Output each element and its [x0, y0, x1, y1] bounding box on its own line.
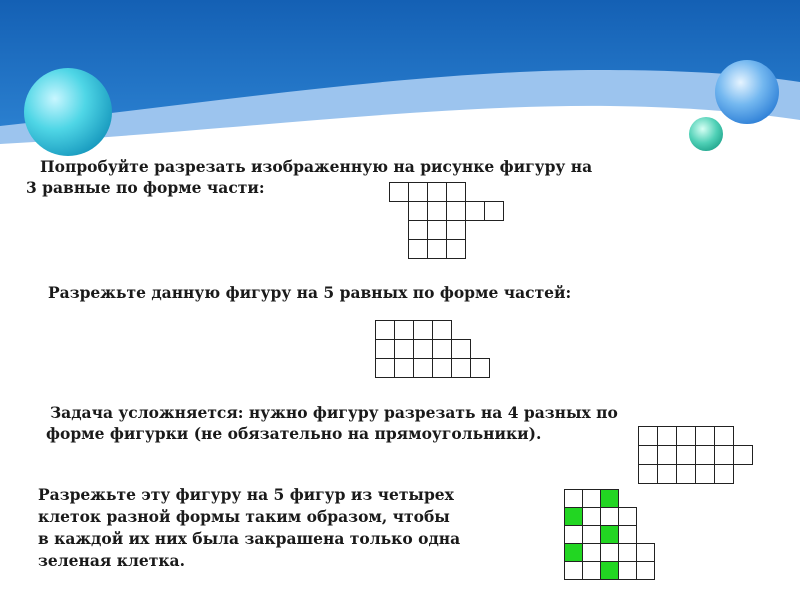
grid-cell [676, 445, 696, 465]
green-cell [600, 489, 619, 508]
green-cell [564, 543, 583, 562]
grid-cell [618, 543, 637, 562]
grid-cell [618, 525, 637, 544]
grid-cell [564, 489, 583, 508]
grid-cell [394, 358, 414, 378]
grid-cell [714, 445, 734, 465]
task-2-line-1: Разрежьте данную фигуру на 5 равных по форме частей: [48, 283, 572, 302]
teal-bubble [689, 117, 723, 151]
task-4-line-4: зеленая клетка. [38, 551, 186, 570]
task-4-line-2: клеток разной формы таким образом, чтобы [38, 507, 450, 526]
grid-cell [446, 239, 466, 259]
task-2-grid [375, 320, 490, 378]
task-3-grid [638, 426, 753, 484]
grid-cell [582, 489, 601, 508]
task-1-grid [370, 182, 504, 259]
grid-cell [600, 543, 619, 562]
grid-cell [638, 464, 658, 484]
grid-cell [394, 339, 414, 359]
green-cell [600, 525, 619, 544]
grid-cell [427, 182, 447, 202]
grid-cell [582, 561, 601, 580]
grid-cell [389, 182, 409, 202]
grid-cell [446, 220, 466, 240]
grid-cell [657, 426, 677, 446]
grid-cell [636, 561, 655, 580]
grid-cell [657, 445, 677, 465]
grid-cell [470, 358, 490, 378]
grid-cell [408, 239, 428, 259]
task-1-line-2: 3 равные по форме части: [26, 178, 265, 197]
grid-cell [657, 464, 677, 484]
task-4-line-1: Разрежьте эту фигуру на 5 фигур из четырех [38, 485, 454, 504]
grid-cell [408, 201, 428, 221]
grid-cell [582, 525, 601, 544]
grid-cell [451, 339, 471, 359]
grid-cell [564, 561, 583, 580]
grid-cell [695, 464, 715, 484]
grid-cell [451, 358, 471, 378]
grid-cell [582, 507, 601, 526]
grid-cell [714, 426, 734, 446]
cyan-bubble [24, 68, 112, 156]
task-3-line-1: Задача усложняется: нужно фигуру разрезать на 4 разных по [50, 403, 618, 422]
task-4-text [38, 484, 460, 572]
task-3-text [36, 402, 618, 444]
task-1-text [26, 156, 592, 198]
grid-cell [408, 182, 428, 202]
grid-cell [714, 464, 734, 484]
grid-cell [465, 201, 485, 221]
grid-cell [432, 320, 452, 340]
task-1-line-1: Попробуйте разрезать изображенную на рисунке фигуру на [40, 157, 593, 176]
green-cell [564, 507, 583, 526]
grid-cell [427, 201, 447, 221]
green-cell [600, 561, 619, 580]
blue-bubble [715, 60, 779, 124]
grid-cell [676, 464, 696, 484]
grid-cell [638, 426, 658, 446]
grid-cell [446, 182, 466, 202]
grid-cell [375, 320, 395, 340]
grid-cell [413, 320, 433, 340]
task-4-grid [564, 489, 655, 580]
grid-cell [582, 543, 601, 562]
slide-header-decoration [0, 0, 800, 180]
grid-cell [432, 339, 452, 359]
grid-cell [408, 220, 428, 240]
task-2-text [48, 282, 571, 303]
grid-cell [413, 339, 433, 359]
task-4-line-3: в каждой их них была закрашена только одна [38, 529, 461, 548]
grid-cell [600, 507, 619, 526]
grid-cell [695, 426, 715, 446]
grid-cell [427, 220, 447, 240]
task-3-line-2: форме фигурки (не обязательно на прямоугольники). [46, 424, 542, 443]
grid-cell [618, 561, 637, 580]
grid-cell [676, 426, 696, 446]
grid-cell [636, 543, 655, 562]
grid-cell [638, 445, 658, 465]
grid-cell [427, 239, 447, 259]
grid-cell [564, 525, 583, 544]
grid-cell [484, 201, 504, 221]
grid-cell [432, 358, 452, 378]
grid-cell [618, 507, 637, 526]
grid-cell [695, 445, 715, 465]
grid-cell [394, 320, 414, 340]
grid-cell [375, 358, 395, 378]
grid-cell [375, 339, 395, 359]
grid-cell [733, 445, 753, 465]
grid-cell [446, 201, 466, 221]
grid-cell [413, 358, 433, 378]
